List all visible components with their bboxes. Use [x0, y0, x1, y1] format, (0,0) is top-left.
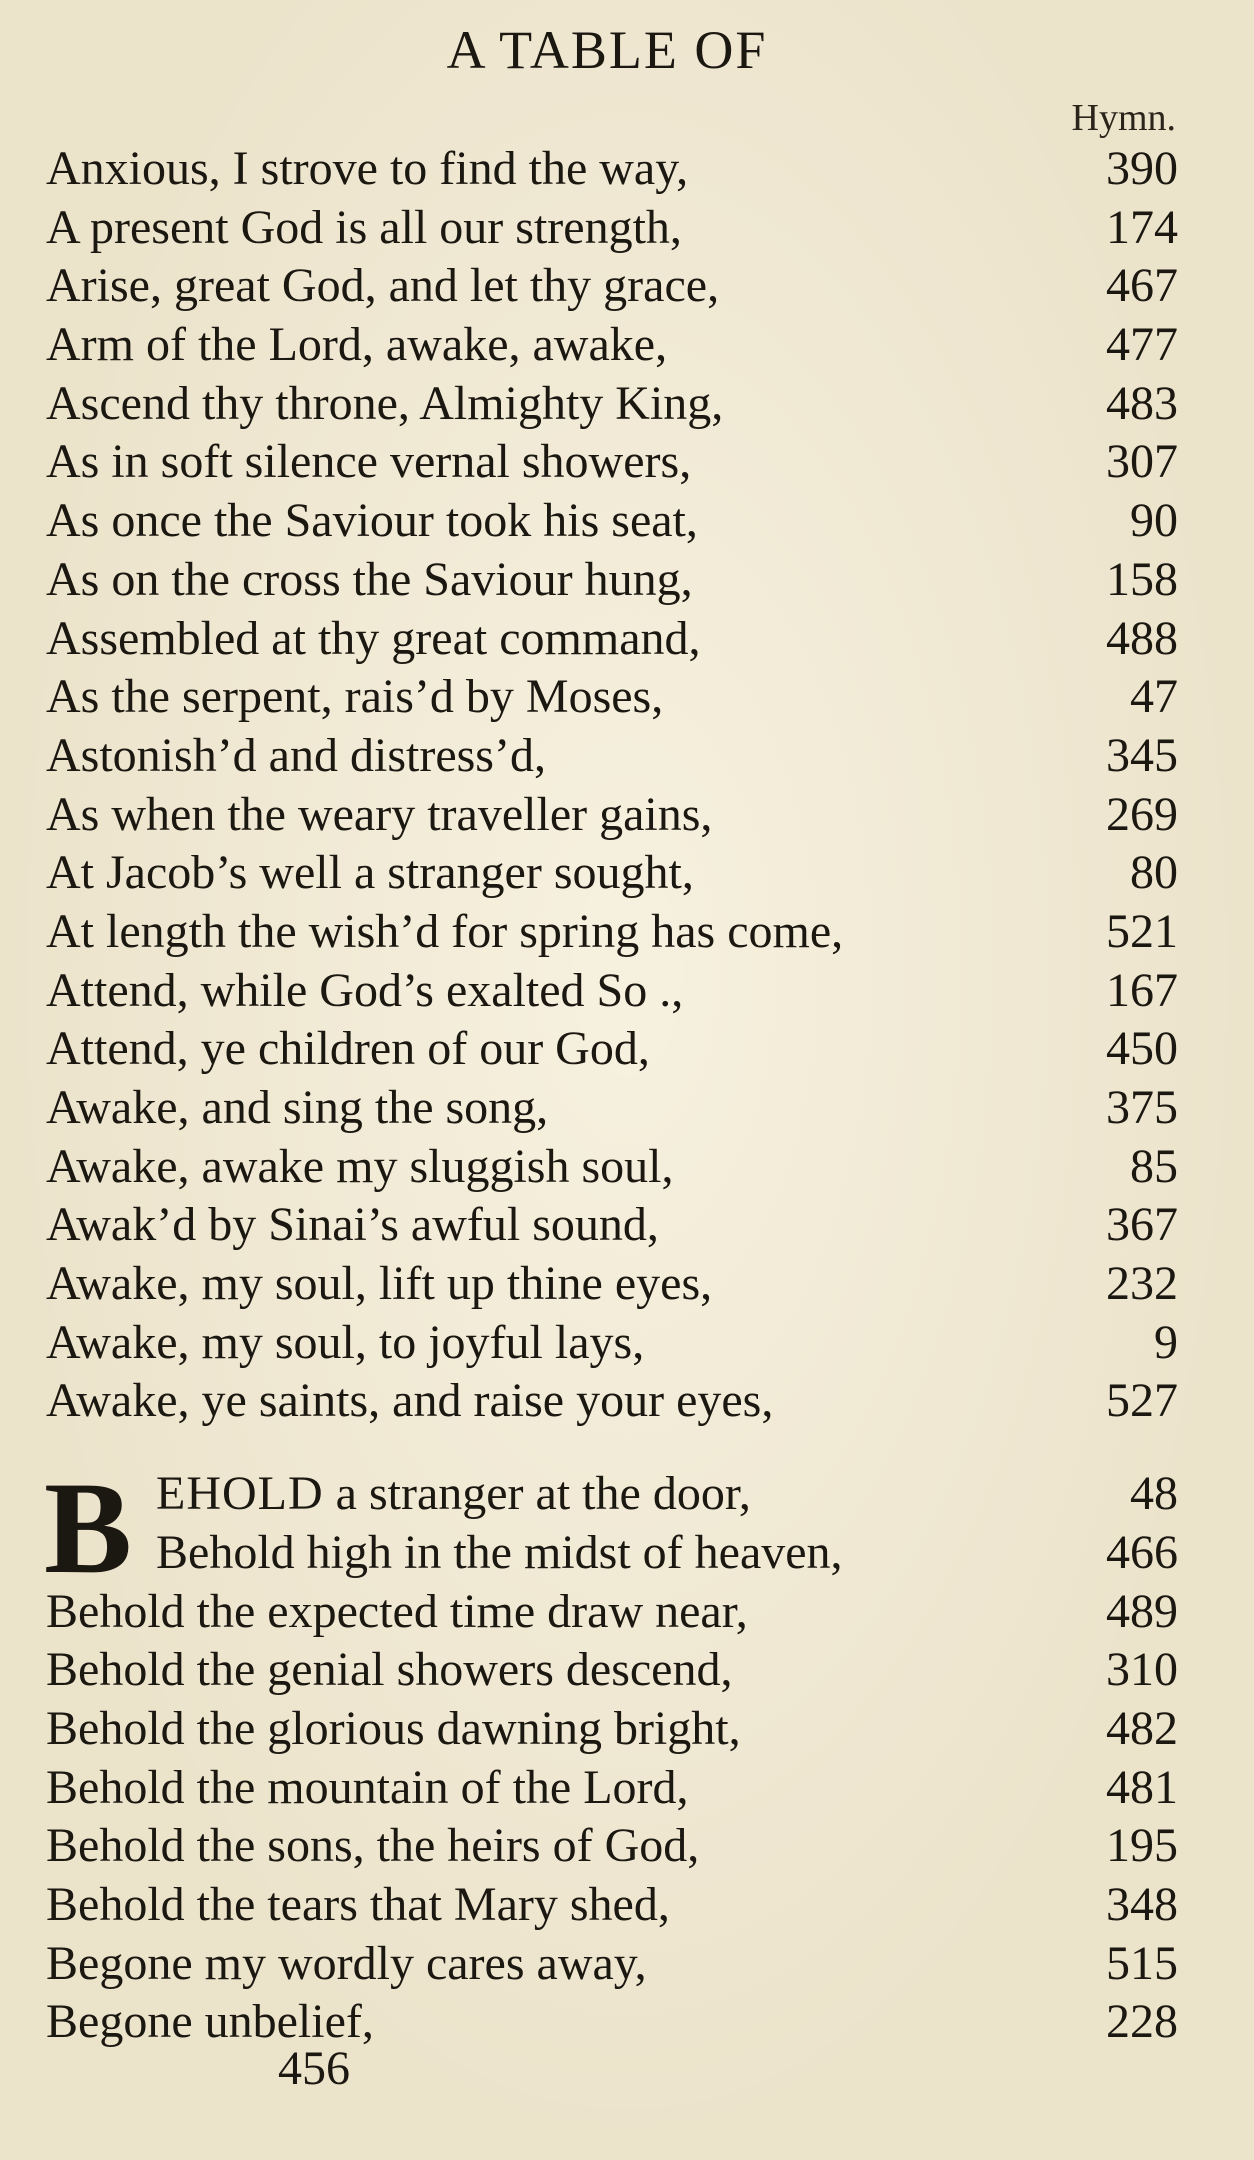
- hymn-column-label: Hymn.: [1071, 97, 1176, 139]
- entry-first-line: As the serpent, rais’d by Moses,: [46, 670, 664, 724]
- entry-hymn-number: 48: [1130, 1467, 1178, 1521]
- entry-first-line: Attend, while God’s exalted So .,: [46, 963, 684, 1017]
- entry-hymn-number: 466: [1106, 1525, 1178, 1579]
- entry-first-line: Behold the mountain of the Lord,: [46, 1760, 689, 1814]
- entry-hymn-number: 232: [1106, 1257, 1178, 1311]
- index-entry: [46, 316, 1178, 375]
- index-entry: [46, 1876, 1178, 1935]
- section-gap: [46, 1431, 1178, 1465]
- index-entry: [46, 1465, 1178, 1524]
- index-entry: [46, 903, 1178, 962]
- index-list: [46, 140, 1178, 2052]
- index-entry: [46, 1759, 1178, 1818]
- index-entry: [46, 844, 1178, 903]
- entry-hymn-number: 481: [1106, 1760, 1178, 1814]
- entry-first-line: [156, 1465, 751, 1523]
- entry-hymn-number: 174: [1106, 200, 1178, 254]
- entry-hymn-number: 467: [1106, 259, 1178, 313]
- entry-first-line: As on the cross the Saviour hung,: [46, 552, 693, 606]
- entry-first-line: Behold the expected time draw near,: [46, 1584, 748, 1638]
- entry-first-line: Arise, great God, and let thy grace,: [46, 259, 720, 313]
- entry-first-line: At Jacob’s well a stranger sought,: [46, 846, 694, 900]
- index-entry: [46, 1641, 1178, 1700]
- entry-hymn-number: 483: [1106, 376, 1178, 430]
- index-entry: [46, 786, 1178, 845]
- index-entry: [46, 1138, 1178, 1197]
- index-entry: [46, 257, 1178, 316]
- entry-first-line: Behold high in the midst of heaven,: [156, 1525, 843, 1579]
- index-entry: [46, 668, 1178, 727]
- entry-hymn-number: 367: [1106, 1198, 1178, 1252]
- entry-first-line: Awake, ye saints, and raise your eyes,: [46, 1374, 774, 1428]
- index-entry: [46, 1817, 1178, 1876]
- entry-hymn-number: 527: [1106, 1374, 1178, 1428]
- index-entry: [46, 1524, 1178, 1583]
- entry-hymn-number: 521: [1106, 904, 1178, 958]
- index-entry: [46, 492, 1178, 551]
- entry-first-line: As when the weary traveller gains,: [46, 787, 713, 841]
- index-entry: [46, 1255, 1178, 1314]
- entry-hymn-number: 85: [1130, 1139, 1178, 1193]
- entry-hymn-number: 390: [1106, 142, 1178, 195]
- entry-hymn-number: 47: [1130, 670, 1178, 724]
- entry-first-line: Arm of the Lord, awake, awake,: [46, 318, 668, 372]
- entry-hymn-number: 307: [1106, 435, 1178, 489]
- entry-first-line: Assembled at thy great command,: [46, 611, 701, 665]
- entry-hymn-number: 450: [1106, 1022, 1178, 1076]
- entry-hymn-number: 375: [1106, 1081, 1178, 1134]
- index-entry: [46, 1372, 1178, 1431]
- index-entry: [46, 1700, 1178, 1759]
- index-entry: [46, 727, 1178, 786]
- entry-first-line: At length the wish’d for spring has come,: [46, 904, 844, 958]
- entry-first-word: EHOLD: [156, 1467, 324, 1521]
- entry-first-line: Awak’d by Sinai’s awful sound,: [46, 1198, 659, 1252]
- index-entry: [46, 1020, 1178, 1079]
- entry-first-line: Behold the glorious dawning bright,: [46, 1701, 741, 1755]
- index-entry: [46, 962, 1178, 1021]
- index-entry: [46, 1935, 1178, 1994]
- entry-first-line: Awake, and sing the song,: [46, 1081, 549, 1134]
- entry-hymn-number: 167: [1106, 963, 1178, 1017]
- entry-first-line: Behold the genial showers descend,: [46, 1643, 733, 1697]
- entry-hymn-number: 269: [1106, 787, 1178, 841]
- entry-first-line: Awake, awake my sluggish soul,: [46, 1139, 674, 1193]
- entry-hymn-number: 482: [1106, 1701, 1178, 1755]
- entry-first-line: Anxious, I strove to find the way,: [46, 142, 689, 195]
- entry-first-line-rest: a stranger at the door,: [323, 1467, 751, 1521]
- entry-first-line: A present God is all our strength,: [46, 200, 682, 254]
- entry-first-line: Behold the tears that Mary shed,: [46, 1877, 670, 1931]
- entry-hymn-number: 228: [1106, 1995, 1178, 2049]
- entry-hymn-number: 477: [1106, 318, 1178, 372]
- entry-first-line: Attend, ye children of our God,: [46, 1022, 650, 1076]
- index-entry: [46, 551, 1178, 610]
- index-entry: [46, 433, 1178, 492]
- entry-hymn-number: 90: [1130, 494, 1178, 548]
- entry-hymn-number: 9: [1154, 1315, 1178, 1369]
- entry-first-line: Begone unbelief,: [46, 1995, 374, 2049]
- entry-hymn-number: 515: [1106, 1936, 1178, 1990]
- index-entry: [46, 375, 1178, 434]
- entry-hymn-number: 80: [1130, 846, 1178, 900]
- index-entry: [46, 610, 1178, 669]
- drop-cap-letter: B: [44, 1454, 133, 1602]
- entry-hymn-number: 195: [1106, 1819, 1178, 1873]
- index-entry: [46, 140, 1178, 199]
- entry-hymn-number: 345: [1106, 728, 1178, 782]
- entry-hymn-number: 310: [1106, 1643, 1178, 1697]
- entry-hymn-number: 489: [1106, 1584, 1178, 1638]
- page-number: 456: [278, 2042, 350, 2095]
- entry-hymn-number: 488: [1106, 611, 1178, 665]
- section-b: [46, 1583, 1178, 2053]
- entry-first-line: Awake, my soul, to joyful lays,: [46, 1315, 645, 1369]
- index-entry: [46, 1993, 1178, 2052]
- entry-hymn-number: 348: [1106, 1877, 1178, 1931]
- section-a: [46, 140, 1178, 1431]
- entry-first-line: Ascend thy throne, Almighty King,: [46, 376, 724, 430]
- entry-first-line: As in soft silence vernal showers,: [46, 435, 692, 489]
- entry-first-line: Astonish’d and distress’d,: [46, 728, 546, 782]
- page-title: A TABLE OF: [446, 20, 768, 80]
- entry-first-line: As once the Saviour took his seat,: [46, 494, 698, 548]
- index-entry: [46, 1196, 1178, 1255]
- index-entry: [46, 1583, 1178, 1642]
- entry-first-line: Awake, my soul, lift up thine eyes,: [46, 1257, 713, 1311]
- index-entry: [46, 1079, 1178, 1138]
- index-entry: [46, 1314, 1178, 1373]
- index-entry: [46, 199, 1178, 258]
- entry-first-line: Behold the sons, the heirs of God,: [46, 1819, 700, 1873]
- entry-first-line: Begone my wordly cares away,: [46, 1936, 647, 1990]
- entry-hymn-number: 158: [1106, 552, 1178, 606]
- section-b-opening: [44, 1454, 1178, 1602]
